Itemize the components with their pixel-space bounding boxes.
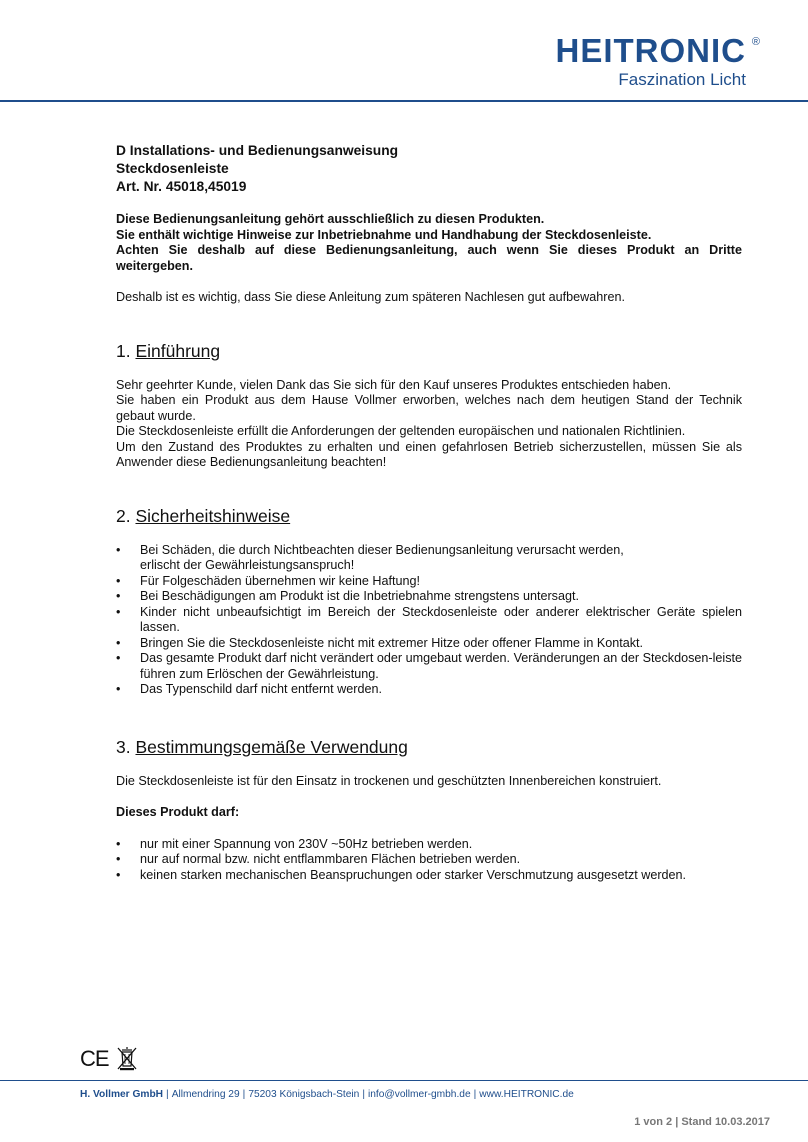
bullet-icon: • xyxy=(116,589,121,603)
usage-subheading: Dieses Produkt darf: xyxy=(116,805,240,819)
list-item-text: Bringen Sie die Steckdosenleiste nicht mit extremer Hitze oder offener Flamme in Kontakt. xyxy=(140,635,644,650)
list-item xyxy=(116,868,742,884)
section-number: 1. xyxy=(116,340,131,361)
section-heading-3 xyxy=(116,736,742,758)
bullet-icon: • xyxy=(116,682,121,696)
paragraph-line: Um den Zustand des Produktes zu erhalten und einen gefahrlosen Betrieb sicherzustellen, müssen Sie als Anwender diese Bedienungsanleitung beachten! xyxy=(116,439,742,469)
section-title: Bestimmungsgemäße Verwendung xyxy=(135,736,408,757)
brand-logo xyxy=(555,32,760,89)
list-item-text: Das gesamte Produkt darf nicht verändert oder umgebaut werden. Veränderungen an der Steckdosen-leiste führen zum Erlöschen der Gewährleistung. xyxy=(140,651,742,681)
list-item-text: erlischt der Gewährleistungsanspruch! xyxy=(140,558,355,572)
list-item-text: nur mit einer Spannung von 230V ~50Hz betrieben werden. xyxy=(140,836,473,851)
header-divider xyxy=(0,100,808,102)
weee-bin-icon xyxy=(117,1047,137,1071)
document-body xyxy=(116,142,742,883)
intro-line: Achten Sie deshalb auf diese Bedienungsanleitung, auch wenn Sie dieses Produkt an Dritte weitergeben. xyxy=(116,243,742,273)
footer-city: 75203 Königsbach-Stein xyxy=(248,1089,360,1100)
list-item xyxy=(116,543,742,574)
list-item xyxy=(116,605,742,636)
brand-name: HEITRONIC xyxy=(555,32,746,69)
brand-tagline: Faszination Licht xyxy=(618,70,746,89)
list-item xyxy=(116,636,742,652)
list-item-text: nur auf normal bzw. nicht entflammbaren Flächen betrieben werden. xyxy=(140,852,521,866)
list-item-text: Kinder nicht unbeaufsichtigt im Bereich der Steckdosenleiste oder anderer elektrischer Geräte spielen lassen. xyxy=(140,604,742,634)
document-title xyxy=(116,142,742,196)
list-item xyxy=(116,589,742,605)
compliance-marks xyxy=(80,1046,137,1072)
bullet-icon: • xyxy=(116,635,121,650)
section-3-text: Die Steckdosenleiste ist für den Einsatz in trockenen und geschützten Innenbereichen konstruiert. xyxy=(116,773,662,788)
title-line-1: D Installations- und Bedienungsanweisung xyxy=(116,143,399,158)
section-title: Sicherheitshinweise xyxy=(135,505,291,526)
page-info: 1 von 2 | Stand 10.03.2017 xyxy=(634,1116,770,1128)
list-item xyxy=(116,852,742,868)
separator: | xyxy=(242,1089,246,1100)
registered-mark: ® xyxy=(751,36,760,48)
paragraph-line: Die Steckdosenleiste erfüllt die Anforderungen der geltenden europäischen und nationalen Richtlinien. xyxy=(116,424,686,438)
footer-street: Allmendring 29 xyxy=(171,1089,240,1100)
intro-notice xyxy=(116,212,742,274)
bullet-icon: • xyxy=(116,651,121,665)
section-number: 2. xyxy=(116,505,131,526)
bullet-icon: • xyxy=(116,852,121,866)
footer-divider xyxy=(0,1080,808,1081)
bullet-icon: • xyxy=(116,604,121,619)
list-item-text: Bei Schäden, die durch Nichtbeachten dieser Bedienungsanleitung verursacht werden, xyxy=(140,542,624,557)
section-heading-1 xyxy=(116,340,742,362)
bullet-icon: • xyxy=(116,867,121,882)
footer-email-link[interactable]: info@vollmer-gmbh.de xyxy=(367,1089,471,1100)
separator: | xyxy=(166,1089,169,1100)
separator: | xyxy=(473,1089,477,1100)
list-item xyxy=(116,837,742,853)
safety-list xyxy=(116,543,742,698)
bullet-icon: • xyxy=(116,542,121,557)
intro-keep-note: Deshalb ist es wichtig, dass Sie diese Anleitung zum späteren Nachlesen gut aufbewahren. xyxy=(116,290,625,304)
list-item xyxy=(116,682,742,698)
ce-mark-icon: CE xyxy=(80,1046,109,1071)
footer-web-link[interactable]: www.HEITRONIC.de xyxy=(479,1089,574,1100)
bullet-icon: • xyxy=(116,573,121,588)
list-item xyxy=(116,651,742,682)
intro-line: Diese Bedienungsanleitung gehört ausschließlich zu diesen Produkten. xyxy=(116,212,545,226)
list-item xyxy=(116,574,742,590)
separator: | xyxy=(362,1089,365,1100)
list-item-text: keinen starken mechanischen Beanspruchungen oder starker Verschmutzung ausgesetzt werden. xyxy=(140,867,687,882)
footer-address xyxy=(80,1089,574,1100)
title-line-3: Art. Nr. 45018,45019 xyxy=(116,179,247,194)
paragraph-line: Sehr geehrter Kunde, vielen Dank das Sie sich für den Kauf unseres Produktes entschieden haben. xyxy=(116,377,672,392)
section-title: Einführung xyxy=(135,340,221,361)
footer-company: H. Vollmer GmbH xyxy=(80,1089,164,1100)
list-item-text: Für Folgeschäden übernehmen wir keine Haftung! xyxy=(140,573,421,588)
bullet-icon: • xyxy=(116,836,121,851)
list-item-text: Bei Beschädigungen am Produkt ist die Inbetriebnahme strengstens untersagt. xyxy=(140,589,579,603)
paragraph-line: Sie haben ein Produkt aus dem Hause Vollmer erworben, welches nach dem heutigen Stand der Technik gebaut wurde. xyxy=(116,393,742,423)
section-number: 3. xyxy=(116,736,131,757)
usage-list xyxy=(116,837,742,884)
intro-line: Sie enthält wichtige Hinweise zur Inbetriebnahme und Handhabung der Steckdosenleiste. xyxy=(116,227,652,242)
section-1-text xyxy=(116,378,742,471)
title-line-2: Steckdosenleiste xyxy=(116,161,229,176)
section-heading-2 xyxy=(116,505,742,527)
list-item-text: Das Typenschild darf nicht entfernt werden. xyxy=(140,682,382,696)
